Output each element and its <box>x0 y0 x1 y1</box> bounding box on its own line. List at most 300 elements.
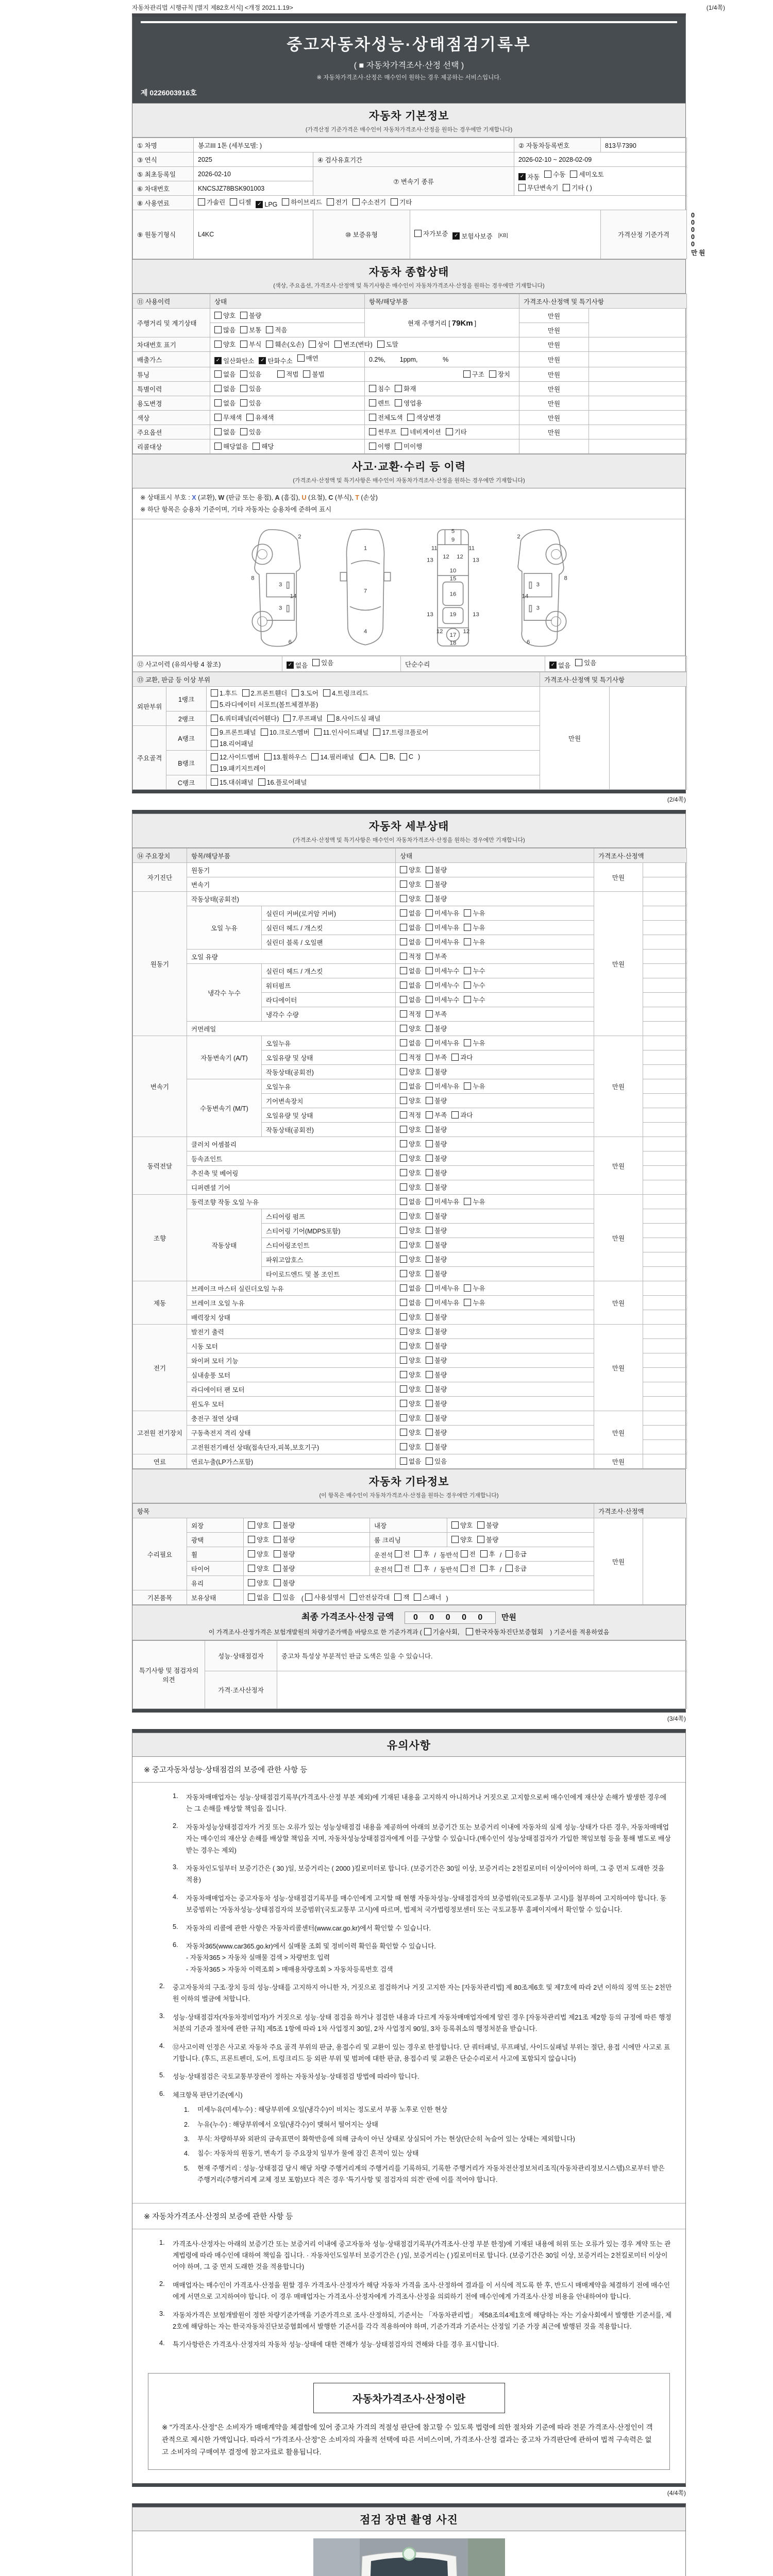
checkbox-후[interactable] <box>414 1549 429 1558</box>
checkbox-미세누유[interactable] <box>426 1197 459 1206</box>
checkbox-미세누유[interactable] <box>426 923 459 932</box>
checkbox-양호[interactable] <box>400 1168 421 1177</box>
checkbox-미세누유[interactable] <box>426 1081 459 1091</box>
checkbox-누유[interactable] <box>464 1197 485 1206</box>
checkbox-불량[interactable] <box>426 1269 447 1278</box>
checkbox-탄화수소[interactable] <box>259 356 292 365</box>
checkbox-양호[interactable] <box>400 1428 421 1437</box>
checkbox-없음[interactable] <box>400 995 421 1004</box>
device-note <box>643 1353 687 1368</box>
checkbox-불량[interactable] <box>426 1024 447 1033</box>
checkbox-1.후드[interactable] <box>211 688 238 698</box>
checkbox-기타[interactable] <box>446 427 467 436</box>
checkbox-후[interactable] <box>414 1564 429 1573</box>
checkbox-침수[interactable] <box>369 384 390 393</box>
seat-passenger: 동반석 <box>440 1566 459 1573</box>
checkbox-양호[interactable] <box>400 1312 421 1321</box>
checkbox-미세누유[interactable] <box>426 908 459 918</box>
checkbox-양호[interactable] <box>400 1384 421 1394</box>
panel-group-외판부위: 외판부위 <box>133 687 166 726</box>
checkbox-기타 ( )[interactable] <box>563 183 592 192</box>
checkbox-후[interactable] <box>480 1564 495 1573</box>
checkbox-적정[interactable] <box>400 1110 421 1120</box>
checkbox-label: 과다 <box>460 1112 473 1119</box>
checkbox-box <box>400 953 407 960</box>
checkbox-box <box>312 659 320 666</box>
checkbox-하이브리드[interactable] <box>282 197 322 207</box>
checkbox-불량[interactable] <box>426 1154 447 1163</box>
device-note <box>643 1065 687 1079</box>
checkbox-없음[interactable] <box>400 937 421 946</box>
checkbox-불량[interactable] <box>426 1211 447 1221</box>
device-note <box>643 1267 687 1281</box>
checkbox-label: 수동 <box>553 171 566 178</box>
checkbox-미세누수[interactable] <box>426 995 459 1004</box>
checkbox-누수[interactable] <box>464 995 485 1004</box>
checkbox-있음[interactable] <box>274 1592 295 1602</box>
checkbox-불량[interactable] <box>274 1535 295 1544</box>
checkbox-응급[interactable] <box>506 1549 527 1558</box>
checkbox-14.필러패널[interactable] <box>311 752 354 761</box>
state-cell <box>396 1267 594 1281</box>
checkbox-box <box>563 184 570 191</box>
warranty-extra: [KB] <box>498 232 508 239</box>
checkbox-장치[interactable] <box>489 369 510 379</box>
checkbox-box <box>451 1521 459 1529</box>
final-amount-label: 최종 가격조사·산정 금액 <box>301 1612 394 1622</box>
checkbox-불량[interactable] <box>426 1125 447 1134</box>
checkbox-양호[interactable] <box>400 1211 421 1221</box>
checkbox-영업용[interactable] <box>395 398 422 408</box>
checkbox-불량[interactable] <box>426 1442 447 1451</box>
legend-part: A <box>275 494 280 501</box>
checkbox-부족[interactable] <box>426 1110 447 1120</box>
checkbox-도말[interactable] <box>377 340 398 349</box>
checkbox-양호[interactable] <box>451 1520 473 1530</box>
checkbox-양호[interactable] <box>400 1226 421 1235</box>
checkbox-세미오토[interactable] <box>570 170 603 179</box>
checkbox-C[interactable] <box>400 753 413 760</box>
rank-items <box>207 711 540 726</box>
car-diagram-side-right <box>510 527 571 649</box>
checkbox-label: 후 <box>489 1550 495 1558</box>
checkbox-box <box>464 1299 471 1306</box>
checkbox-없음[interactable] <box>400 1456 421 1466</box>
checkbox-18.리어패널[interactable] <box>211 739 254 748</box>
checkbox-불량[interactable] <box>426 1168 447 1177</box>
checkbox-box <box>426 1299 433 1306</box>
simple-repair-label: 단순수리 <box>401 656 545 672</box>
checkbox-전기[interactable] <box>327 197 348 207</box>
checkbox-부족[interactable] <box>426 1053 447 1062</box>
checkbox-불량[interactable] <box>426 894 447 903</box>
checkbox-썬루프[interactable] <box>369 427 396 436</box>
checkbox-해당없음[interactable] <box>214 442 248 451</box>
checkbox-적정[interactable] <box>400 1053 421 1062</box>
checkbox-box <box>240 399 247 406</box>
checkbox-과다[interactable] <box>451 1053 473 1062</box>
checkbox-보험사보증[interactable] <box>452 231 492 241</box>
checkbox-불량[interactable] <box>426 1327 447 1336</box>
checkbox-스패너[interactable] <box>414 1592 441 1602</box>
item-cell: 브레이크 마스터 실린더오일 누유 <box>187 1281 396 1296</box>
checkbox-가솔린[interactable] <box>198 197 225 207</box>
checkbox-양호[interactable] <box>400 1154 421 1163</box>
checkbox-미세누유[interactable] <box>426 1038 459 1047</box>
checkbox-해당[interactable] <box>253 442 274 451</box>
checkbox-누수[interactable] <box>464 980 485 990</box>
checkbox-9.프론트패널[interactable] <box>211 727 256 737</box>
checkbox-불량[interactable] <box>426 1255 447 1264</box>
checkbox-불량[interactable] <box>426 1182 447 1192</box>
checkbox-기술사회,[interactable] <box>424 1627 460 1636</box>
checkbox-부족[interactable] <box>426 1009 447 1019</box>
checkbox-전[interactable] <box>395 1549 410 1558</box>
checkbox-없음[interactable] <box>214 398 236 408</box>
warranty-options <box>410 210 601 259</box>
checkbox-무채색[interactable] <box>214 413 242 422</box>
checkbox-불량[interactable] <box>274 1520 295 1530</box>
checkbox-양호[interactable] <box>400 865 421 874</box>
checkbox-구조[interactable] <box>463 369 484 379</box>
checkbox-없음[interactable] <box>287 660 308 670</box>
year-label: ③ 연식 <box>133 152 194 167</box>
checkbox-불량[interactable] <box>426 1067 447 1076</box>
checkbox-box <box>400 1357 407 1364</box>
checkbox-불량[interactable] <box>274 1549 295 1558</box>
polish-label: 광택 <box>187 1533 244 1547</box>
checkbox-box <box>426 895 433 902</box>
checkbox-네비게이션[interactable] <box>401 427 441 436</box>
checkbox-보통[interactable] <box>240 325 261 334</box>
checkbox-있음[interactable] <box>240 427 261 436</box>
checkbox-box <box>240 428 247 435</box>
checkbox-불량[interactable] <box>426 1413 447 1422</box>
checkbox-불량[interactable] <box>240 311 261 320</box>
checkbox-부식[interactable] <box>240 340 261 349</box>
checkbox-없음[interactable] <box>214 369 236 379</box>
checkbox-있음[interactable] <box>240 369 261 379</box>
checkbox-box <box>570 171 577 178</box>
notice-item-text: 가격조사·산정자는 아래의 보증기간 또는 보증거리 이내에 중고자동차 성능·상태점검기록부(가격조사·산정 부분 한정)에 기재된 내용에 허위 또는 오류가 있는 경우 계약 또는 관계법령에 따라 매수인에 대하여 책임을 집니다. · 자동차인도일부터 보증기간은 ( )일, 보증거리는 ( )킬로미터로 합니다. (보증기간은 30일 이상, 보증거리는 2천킬로미터 이상이어야 하며, 그 중 먼저 도래한 것을 적용합니다) <box>173 2240 671 2271</box>
checkbox-불량[interactable] <box>426 1370 447 1379</box>
checkbox-10.크로스멤버[interactable] <box>261 727 310 737</box>
svg-text:13: 13 <box>426 611 433 618</box>
svg-text:10: 10 <box>449 567 456 574</box>
checkbox-양호[interactable] <box>400 1067 421 1076</box>
checkbox-누유[interactable] <box>464 908 485 918</box>
checkbox-불량[interactable] <box>426 1240 447 1249</box>
checkbox-전[interactable] <box>395 1564 410 1573</box>
accident-legend-note: ※ 하단 항목은 승용차 기준이며, 기타 자동차는 승용차에 준하여 표시 <box>140 505 332 513</box>
checkbox-17.트렁크플로어[interactable] <box>373 727 428 737</box>
checkbox-사용설명서[interactable] <box>305 1592 345 1602</box>
checkbox-적정[interactable] <box>400 1009 421 1019</box>
checkbox-누유[interactable] <box>464 937 485 946</box>
checkbox-불량[interactable] <box>274 1564 295 1573</box>
checkbox-없음[interactable] <box>400 1197 421 1206</box>
checkbox-디젤[interactable] <box>230 197 251 207</box>
checkbox-box <box>414 230 422 237</box>
checkbox-불량[interactable] <box>426 1226 447 1235</box>
checkbox-불량[interactable] <box>274 1578 295 1587</box>
notice-item-number: 5. <box>173 1922 178 1930</box>
checkbox-A,[interactable] <box>361 753 376 760</box>
checkbox-없음[interactable] <box>214 384 236 393</box>
checkbox-box <box>264 753 272 760</box>
notice-item-text: 성능·상태점검은 국토교통부장관이 정하는 자동차성능·상태점검 방법에 따라야 합니다. <box>173 2073 419 2081</box>
checkbox-양호[interactable] <box>400 879 421 889</box>
checkbox-불량[interactable] <box>426 865 447 874</box>
checkbox-box <box>369 414 376 421</box>
checkbox-양호[interactable] <box>400 1255 421 1264</box>
checkbox-label: 불량 <box>434 1069 447 1076</box>
svg-text:14: 14 <box>522 593 528 600</box>
checkbox-없음[interactable] <box>400 1283 421 1293</box>
checkbox-15.대쉬패널[interactable] <box>211 777 254 787</box>
checkbox-많음[interactable] <box>214 325 236 334</box>
checkbox-자동[interactable] <box>518 172 540 181</box>
checkbox-5.라디에이터 서포트(볼트체결부품)[interactable] <box>211 700 318 709</box>
checkbox-전[interactable] <box>461 1549 476 1558</box>
checkbox-양호[interactable] <box>248 1535 269 1544</box>
checkbox-box <box>426 909 433 917</box>
checkbox-LPG[interactable] <box>256 201 277 208</box>
checkbox-미세누유[interactable] <box>426 937 459 946</box>
checkbox-label: 불량 <box>434 1213 447 1220</box>
item-cell: 배력장치 상태 <box>187 1310 396 1325</box>
checkbox-일산화탄소[interactable] <box>214 356 254 365</box>
checkbox-19.패키지트레이[interactable] <box>211 764 266 773</box>
checkbox-양호[interactable] <box>400 1240 421 1249</box>
checkbox-적정[interactable] <box>400 952 421 961</box>
inspection-label: ④ 검사유효기간 <box>313 152 514 167</box>
checkbox-적법[interactable] <box>277 369 298 379</box>
checkbox-불량[interactable] <box>477 1520 498 1530</box>
notice-criteria-item: 3. 부식: 차량하부와 외판의 금속표면이 화학반응에 의해 금속이 아닌 상태로 상실되어 가는 현상(단순히 녹슬어 있는 상태는 제외합니다) <box>184 2134 575 2143</box>
checkbox-7.루프패널[interactable] <box>283 714 323 723</box>
svg-text:3: 3 <box>536 605 540 612</box>
col-part: 항목/해당부품 <box>365 294 519 309</box>
checkbox-box <box>400 1169 407 1176</box>
checkbox-미세누유[interactable] <box>426 1298 459 1307</box>
checkbox-있음[interactable] <box>312 658 333 667</box>
checkbox-label: 불량 <box>434 895 447 903</box>
section-basic-header <box>132 103 685 138</box>
checkbox-없음[interactable] <box>400 1081 421 1091</box>
checkbox-누유[interactable] <box>464 923 485 932</box>
detail-state-table <box>132 848 687 1469</box>
checkbox-불량[interactable] <box>426 1355 447 1365</box>
checkbox-box <box>350 1594 357 1601</box>
checkbox-없음[interactable] <box>400 908 421 918</box>
checkbox-양호[interactable] <box>248 1520 269 1530</box>
checkbox-2.프론트휀더[interactable] <box>242 688 288 698</box>
color-label: 색상 <box>133 411 210 425</box>
checkbox-있음[interactable] <box>240 384 261 393</box>
checkbox-있음[interactable] <box>575 658 596 667</box>
checkbox-양호[interactable] <box>400 1355 421 1365</box>
state-cell <box>396 1022 594 1036</box>
checkbox-없음[interactable] <box>400 966 421 975</box>
checkbox-12.사이드멤버[interactable] <box>211 752 260 761</box>
checkbox-누유[interactable] <box>464 1283 485 1293</box>
checkbox-label: 미세누유 <box>434 924 460 931</box>
checkbox-box <box>400 967 407 974</box>
item-cell: 라디에이터 팬 모터 <box>187 1382 396 1397</box>
state-cell <box>396 935 594 950</box>
checkbox-응급[interactable] <box>506 1564 527 1573</box>
inspection-photo-front <box>313 2538 505 2576</box>
checkbox-불량[interactable] <box>426 1384 447 1394</box>
checkbox-적음[interactable] <box>266 325 287 334</box>
checkbox-과다[interactable] <box>451 1110 473 1120</box>
checkbox-누유[interactable] <box>464 1038 485 1047</box>
checkbox-불량[interactable] <box>426 1312 447 1321</box>
checkbox-11.인사이드패널[interactable] <box>314 727 369 737</box>
device-note <box>643 906 687 921</box>
checkbox-렌트[interactable] <box>369 398 390 408</box>
checkbox-훼손(오손)[interactable] <box>266 340 304 349</box>
checkbox-무단변속기[interactable] <box>518 183 558 192</box>
checkbox-양호[interactable] <box>400 1341 421 1350</box>
checkbox-없음[interactable] <box>400 1298 421 1307</box>
checkbox-양호[interactable] <box>400 1269 421 1278</box>
state-cell <box>396 993 594 1007</box>
checkbox-없음[interactable] <box>400 923 421 932</box>
checkbox-16.플로어패널[interactable] <box>258 777 307 787</box>
svg-text:11: 11 <box>468 545 475 552</box>
device-note <box>643 1195 687 1209</box>
checkbox-6.쿼터패널(리어휀다)[interactable] <box>211 714 279 723</box>
checkbox-수소전기[interactable] <box>352 197 386 207</box>
checkbox-기타[interactable] <box>391 197 412 207</box>
table-row: ⑨ 원동기형식 L4KC ⑩ 보증유형 자가보증 ✓ 보험사보증 [KB] 가격산정 기준가격 0 0 0 0 0 만원 <box>133 210 687 259</box>
item-cell: 타이로드엔드 및 볼 조인트 <box>262 1267 396 1281</box>
checkbox-box <box>506 1550 513 1557</box>
checkbox-13.휠하우스[interactable] <box>264 752 307 761</box>
checkbox-누유[interactable] <box>464 1081 485 1091</box>
checkbox-양호[interactable] <box>400 1399 421 1408</box>
checkbox-전[interactable] <box>461 1564 476 1573</box>
checkbox-양호[interactable] <box>400 1327 421 1336</box>
section-detail-header <box>132 814 685 848</box>
checkbox-있음[interactable] <box>240 398 261 408</box>
checkbox-label: 누유 <box>473 1040 485 1047</box>
checkbox-미세누유[interactable] <box>426 1283 459 1293</box>
state-cell <box>396 1209 594 1224</box>
checkbox-양호[interactable] <box>400 1024 421 1033</box>
checkbox-없음[interactable] <box>400 1038 421 1047</box>
checkbox-3.도어[interactable] <box>292 688 318 698</box>
checkbox-자가보증[interactable] <box>414 229 448 238</box>
checkbox-label: 미세누수 <box>434 996 460 1004</box>
checkbox-양호[interactable] <box>400 1096 421 1105</box>
checkbox-불량[interactable] <box>426 1341 447 1350</box>
note-cell <box>589 382 687 396</box>
checkbox-상이[interactable] <box>309 340 330 349</box>
checkbox-양호[interactable] <box>214 311 236 320</box>
svg-text:12: 12 <box>456 554 463 561</box>
notice-item-number: 4. <box>173 1892 178 1901</box>
checkbox-양호[interactable] <box>248 1549 269 1558</box>
checkbox-4.트렁크리드[interactable] <box>323 688 368 698</box>
checkbox-label: 불량 <box>434 1227 447 1234</box>
checkbox-미세누수[interactable] <box>426 980 459 990</box>
checkbox-불법[interactable] <box>303 369 324 379</box>
checkbox-양호[interactable] <box>400 1413 421 1422</box>
checkbox-box: ✓ <box>549 662 557 669</box>
checkbox-부족[interactable] <box>426 952 447 961</box>
car-diagram-side-left <box>247 527 308 649</box>
checkbox-이행[interactable] <box>369 442 390 451</box>
checkbox-box <box>506 1565 513 1572</box>
usage-label: 용도변경 <box>133 396 210 411</box>
checkbox-불량[interactable] <box>426 1428 447 1437</box>
checkbox-없음[interactable] <box>400 980 421 990</box>
checkbox-양호[interactable] <box>248 1564 269 1573</box>
checkbox-불량[interactable] <box>426 1139 447 1148</box>
checkbox-양호[interactable] <box>400 1182 421 1192</box>
checkbox-있음[interactable] <box>426 1456 447 1466</box>
checkbox-매연[interactable] <box>297 353 318 363</box>
checkbox-양호[interactable] <box>400 1442 421 1451</box>
checkbox-누유[interactable] <box>464 1298 485 1307</box>
checkbox-양호[interactable] <box>400 894 421 903</box>
checkbox-안전삼각대[interactable] <box>350 1592 390 1602</box>
checkbox-양호[interactable] <box>400 1370 421 1379</box>
checkbox-전체도색[interactable] <box>369 413 402 422</box>
checkbox-양호[interactable] <box>451 1535 473 1544</box>
checkbox-label: A, <box>369 753 376 760</box>
checkbox-수동[interactable] <box>544 170 565 179</box>
checkbox-누수[interactable] <box>464 966 485 975</box>
checkbox-없음[interactable] <box>248 1592 269 1602</box>
checkbox-box <box>400 1212 407 1219</box>
checkbox-양호[interactable] <box>400 1125 421 1134</box>
svg-text:13: 13 <box>426 557 433 564</box>
tuning-label: 튜닝 <box>133 367 210 382</box>
checkbox-한국자동차진단보증협회[interactable] <box>466 1627 543 1636</box>
checkbox-8.사이드실 패널[interactable] <box>327 714 380 723</box>
checkbox-후[interactable] <box>480 1549 495 1558</box>
checkbox-불량[interactable] <box>477 1535 498 1544</box>
checkbox-색상변경[interactable] <box>407 413 441 422</box>
checkbox-label: 불량 <box>282 1522 295 1529</box>
state-cell <box>396 1440 594 1454</box>
checkbox-양호[interactable] <box>214 340 236 349</box>
checkbox-양호[interactable] <box>400 1139 421 1148</box>
checkbox-없음[interactable] <box>214 427 236 436</box>
state-cell <box>396 1050 594 1065</box>
checkbox-미이행[interactable] <box>395 442 422 451</box>
checkbox-유채색[interactable] <box>246 413 274 422</box>
checkbox-없음[interactable] <box>549 660 570 670</box>
checkbox-잭[interactable] <box>394 1592 409 1602</box>
checkbox-불량[interactable] <box>426 1399 447 1408</box>
device-note <box>643 1108 687 1123</box>
checkbox-불량[interactable] <box>426 1096 447 1105</box>
checkbox-양호[interactable] <box>248 1578 269 1587</box>
etc-col-item: 항목 <box>133 1504 594 1518</box>
checkbox-B,[interactable] <box>380 753 395 760</box>
checkbox-변조(변타)[interactable] <box>334 340 373 349</box>
checkbox-미세누수[interactable] <box>426 966 459 975</box>
section-etc-header <box>132 1469 685 1503</box>
checkbox-화재[interactable] <box>395 384 416 393</box>
final-amount-band <box>132 1605 685 1640</box>
checkbox-불량[interactable] <box>426 879 447 889</box>
